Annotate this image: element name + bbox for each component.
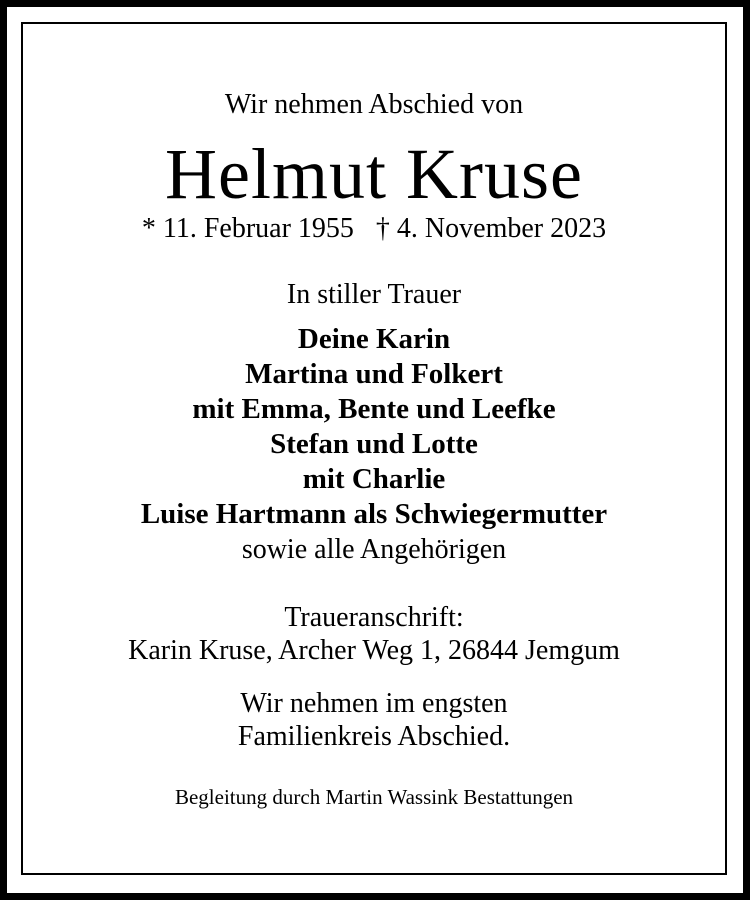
- death-date: † 4. November 2023: [375, 213, 607, 244]
- life-dates: [23, 212, 725, 246]
- mourners-list: [23, 322, 725, 532]
- mourner-line: Stefan und Lotte: [270, 428, 478, 460]
- deceased-name: Helmut Kruse: [165, 134, 583, 214]
- birth-date: * 11. Februar 1955: [141, 213, 354, 244]
- address-label: Traueranschrift:: [284, 602, 464, 633]
- mourner-line: Luise Hartmann als Schwiegermutter: [140, 498, 608, 530]
- farewell-line-1: Wir nehmen im engsten: [240, 688, 508, 719]
- funeral-home-credit: Begleitung durch Martin Wassink Bestattungen: [174, 785, 574, 809]
- address-line: Karin Kruse, Archer Weg 1, 26844 Jemgum: [128, 635, 620, 666]
- mourner-line: mit Charlie: [302, 463, 446, 495]
- obituary-inner-frame: [21, 22, 727, 875]
- farewell-block: [23, 687, 725, 753]
- mourning-address-block: [23, 601, 725, 667]
- mourner-line: mit Emma, Bente und Leefke: [192, 393, 556, 425]
- mourner-line: Deine Karin: [297, 323, 451, 355]
- farewell-line-2: Familienkreis Abschied.: [237, 721, 511, 752]
- mourners-suffix: sowie alle Angehörigen: [241, 534, 507, 565]
- intro-line: Wir nehmen Abschied von: [224, 89, 524, 120]
- mourner-line: Martina und Folkert: [245, 358, 503, 390]
- condolence-heading: In stiller Trauer: [286, 279, 462, 310]
